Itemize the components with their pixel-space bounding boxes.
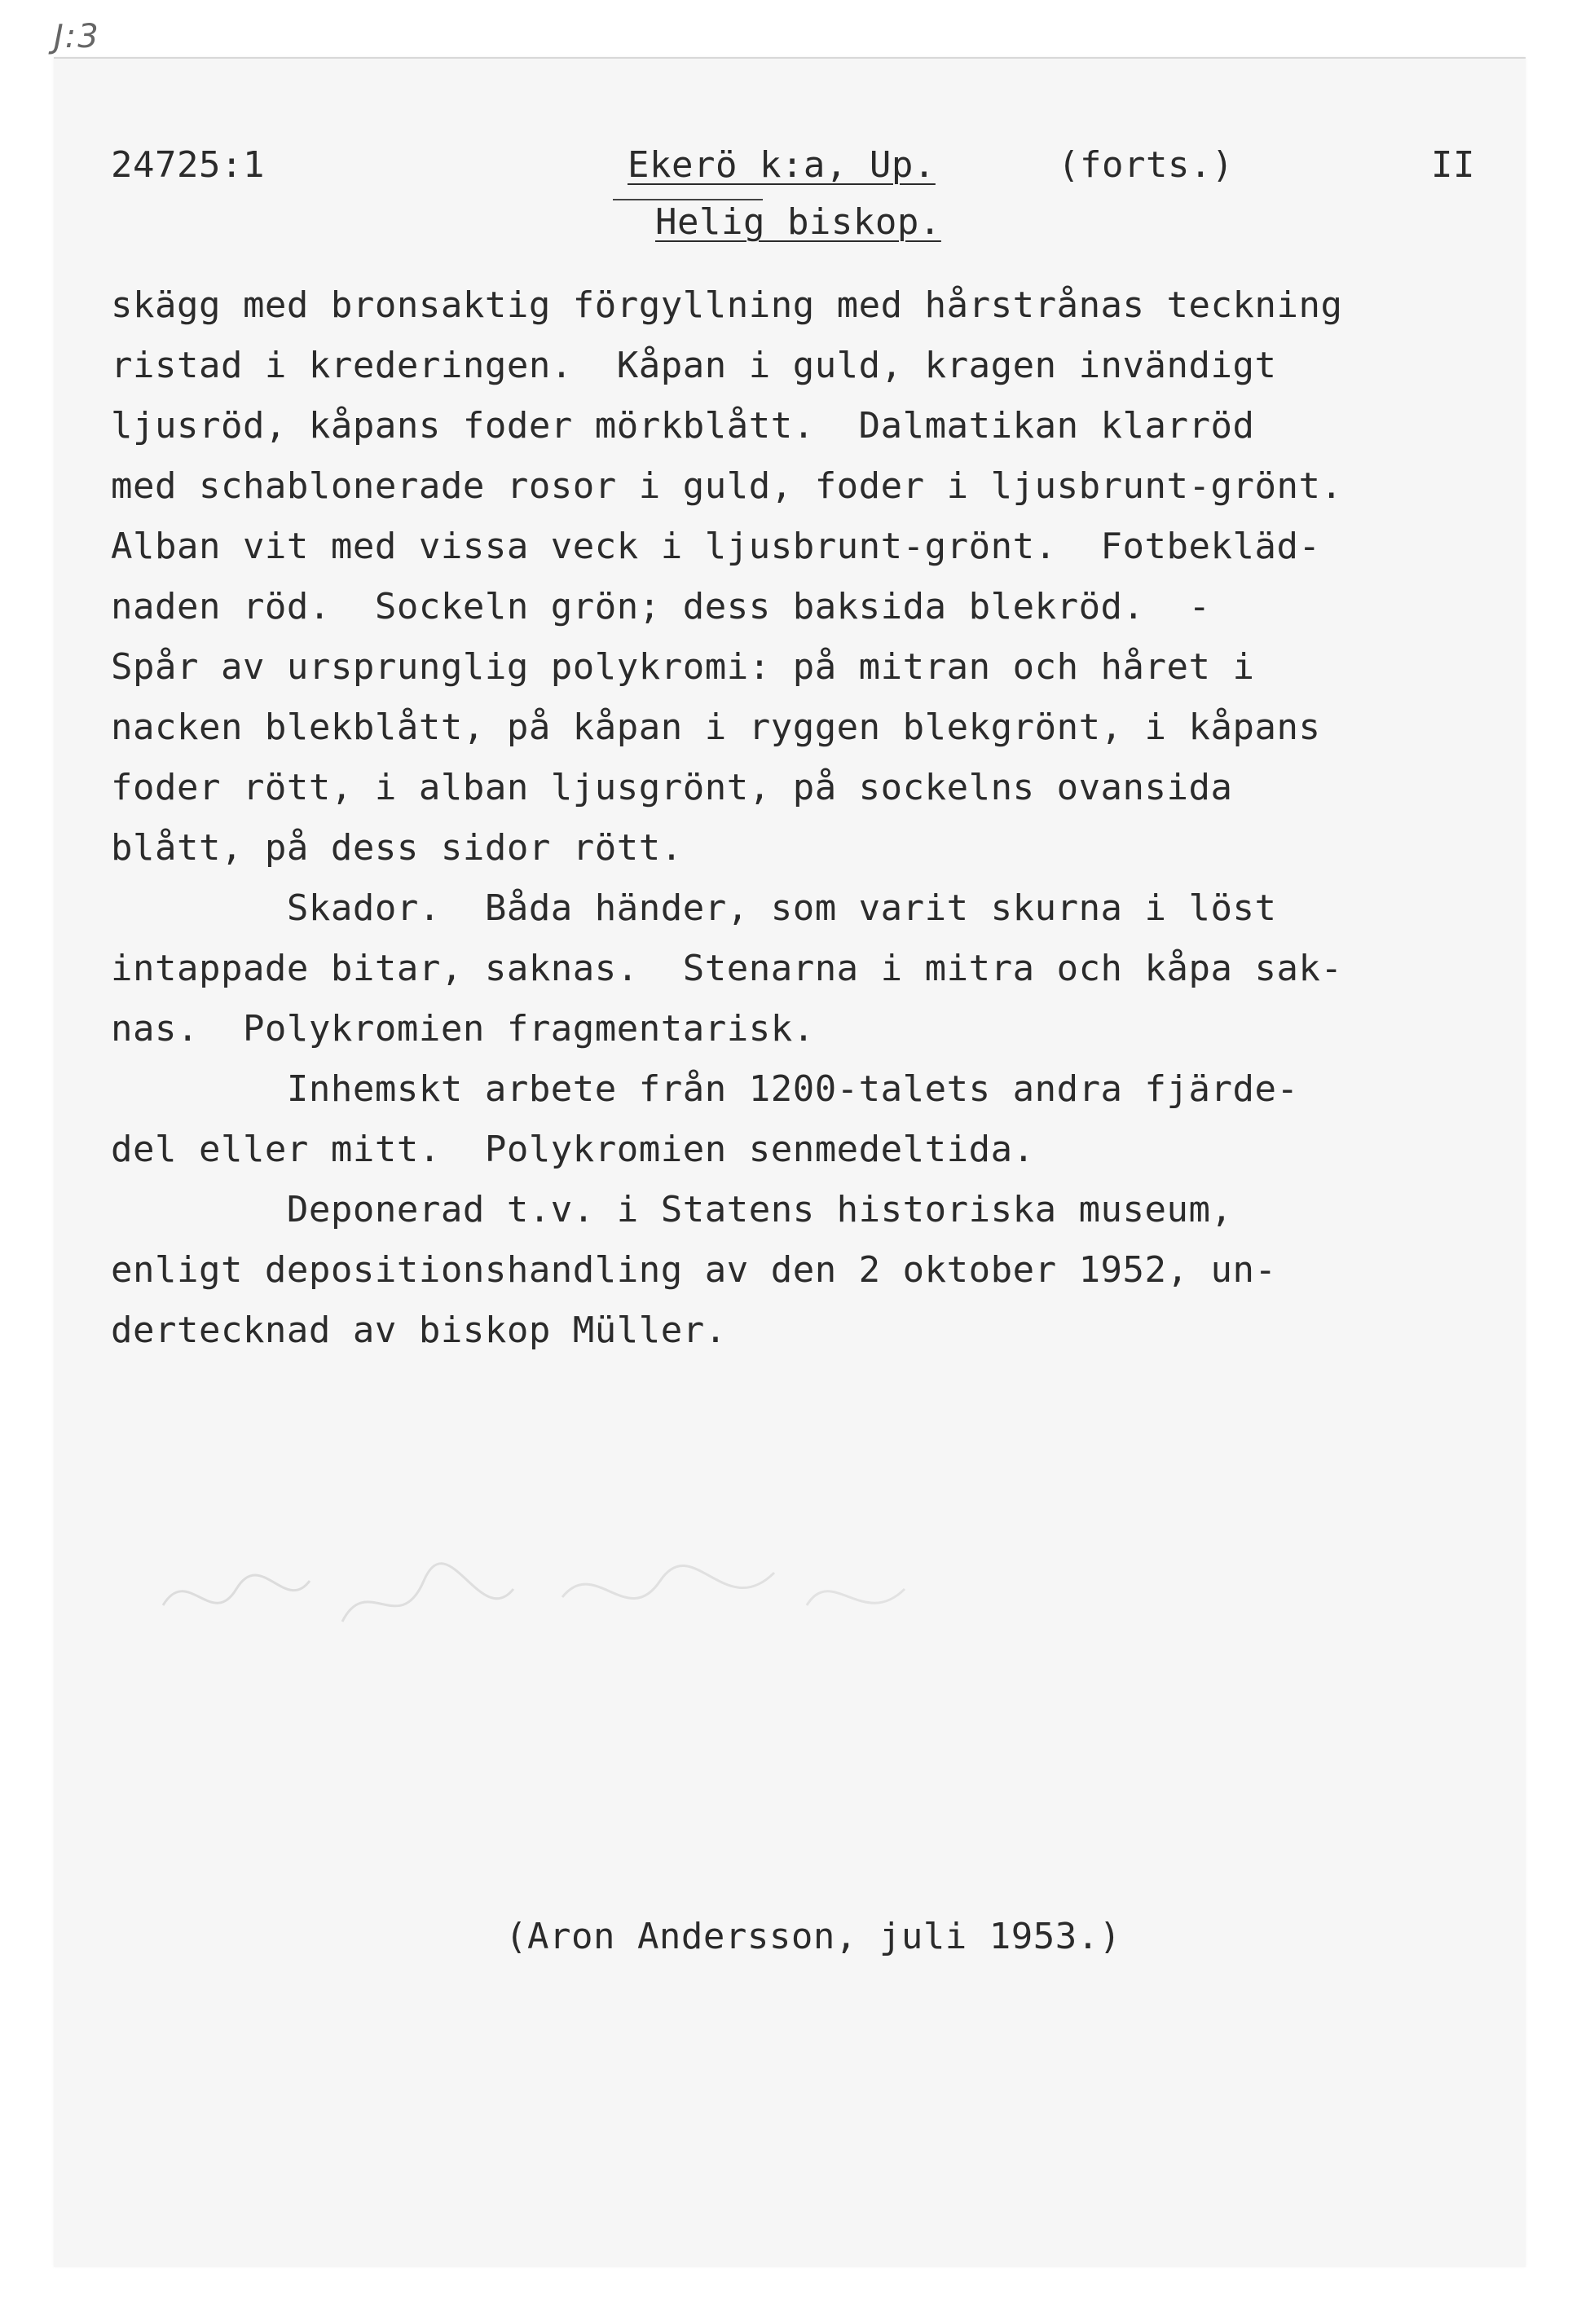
text-line: ljusröd, kåpans foder mörkblått. Dalmatikan klarröd xyxy=(111,405,1255,447)
author-signature: (Aron Andersson, juli 1953.) xyxy=(505,1916,1121,1957)
text-line: skägg med bronsaktig förgyllning med hårstrånas teckning xyxy=(111,284,1343,326)
text-line: Skador. Båda händer, som varit skurna i löst xyxy=(111,887,1277,929)
text-line: med schablonerade rosor i guld, foder i ljusbrunt-grönt. xyxy=(111,465,1343,507)
text-line: naden röd. Sockeln grön; dess baksida blekröd. - xyxy=(111,586,1211,627)
handwritten-note: J:3 xyxy=(54,18,100,55)
part-number: II xyxy=(1431,144,1475,186)
text-line: intappade bitar, saknas. Stenarna i mitra och kåpa sak- xyxy=(111,948,1343,989)
text-line: Spår av ursprunglig polykromi: på mitran och håret i xyxy=(111,646,1255,688)
description-text xyxy=(111,275,1342,1361)
catalog-number: 24725:1 xyxy=(111,144,265,186)
continuation-mark: (forts.) xyxy=(1058,144,1234,186)
church-heading: Ekerö k:a, Up. xyxy=(628,144,936,186)
object-subheading: Helig biskop. xyxy=(655,201,941,243)
text-line: nas. Polykromien fragmentarisk. xyxy=(111,1008,815,1050)
faint-show-through-marks xyxy=(155,1532,970,1646)
text-line: blått, på dess sidor rött. xyxy=(111,827,683,869)
text-line: nacken blekblått, på kåpan i ryggen blekgrönt, i kåpans xyxy=(111,706,1321,748)
text-line: foder rött, i alban ljusgrönt, på sockelns ovansida xyxy=(111,767,1233,808)
text-line: enligt depositionshandling av den 2 oktober 1952, un- xyxy=(111,1249,1277,1291)
text-line: dertecknad av biskop Müller. xyxy=(111,1309,727,1351)
text-line: Deponerad t.v. i Statens historiska museum, xyxy=(111,1189,1233,1230)
text-line: ristad i krederingen. Kåpan i guld, kragen invändigt xyxy=(111,345,1277,386)
text-line: Inhemskt arbete från 1200-talets andra fjärde- xyxy=(111,1068,1299,1110)
text-line: Alban vit med vissa veck i ljusbrunt-grönt. Fotbekläd- xyxy=(111,526,1321,567)
text-line: del eller mitt. Polykromien senmedeltida. xyxy=(111,1129,1035,1170)
